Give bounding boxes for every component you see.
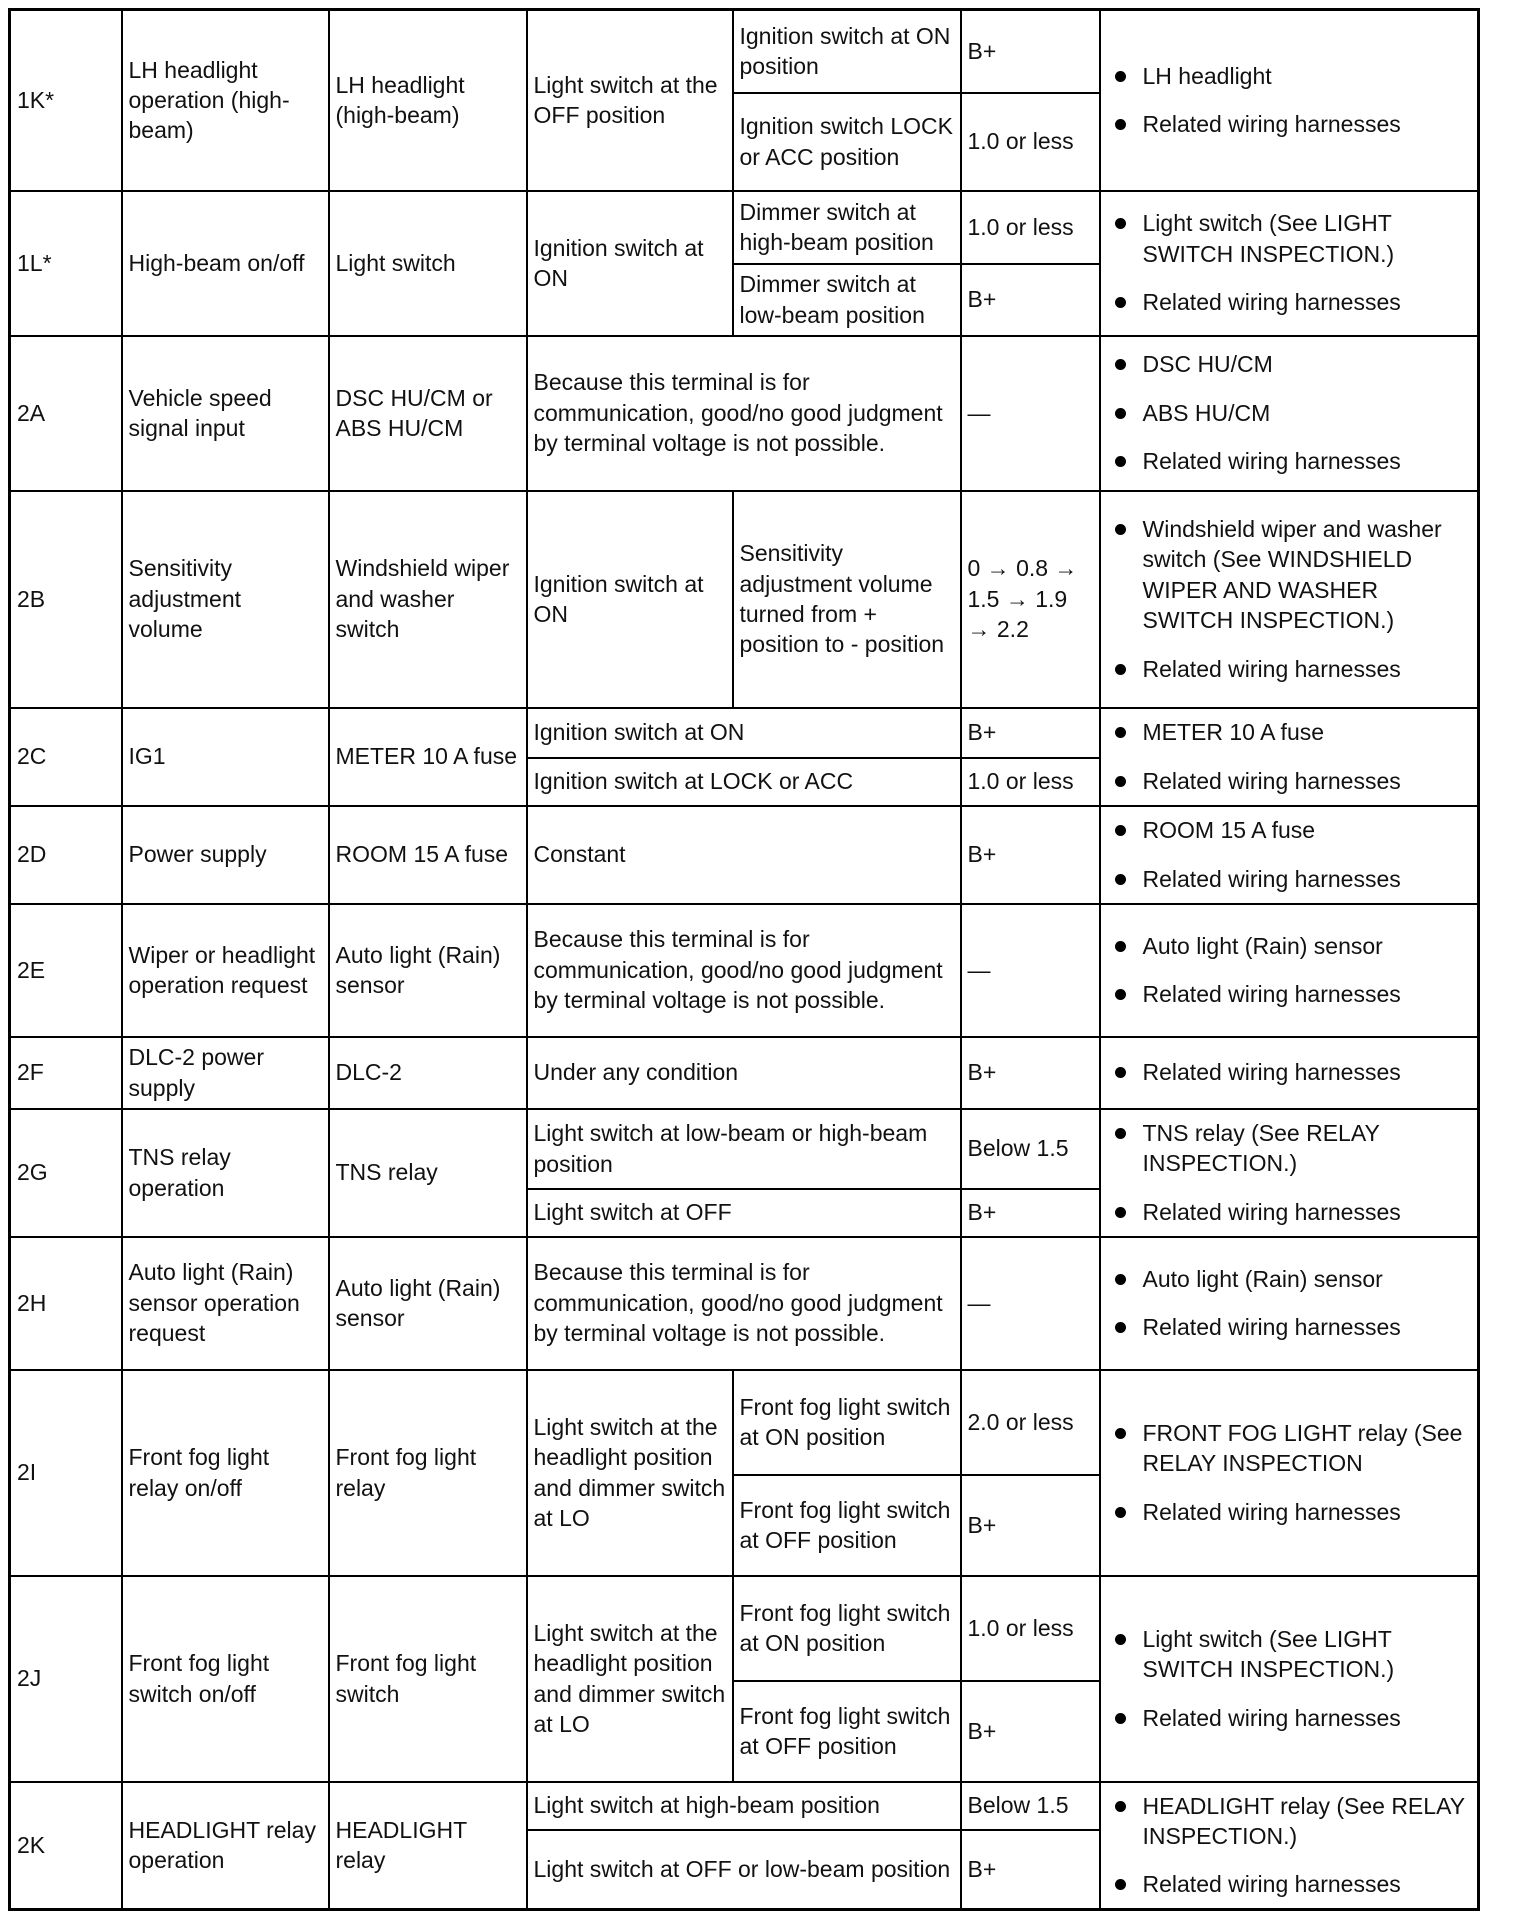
- inspection-cell: [1100, 1037, 1479, 1109]
- inspection-item: Related wiring harnesses: [1107, 446, 1472, 476]
- inspection-item: TNS relay (See RELAY INSPECTION.): [1107, 1118, 1472, 1179]
- inspection-item: Related wiring harnesses: [1107, 979, 1472, 1009]
- test-condition-cell: Light switch at the headlight position and dimmer switch at LO: [527, 1576, 733, 1782]
- terminal-inspection-table: [8, 8, 1480, 1911]
- inspection-item: Auto light (Rain) sensor: [1107, 931, 1472, 961]
- inspection-list: [1107, 208, 1472, 317]
- voltage-cell: B+: [961, 1037, 1100, 1109]
- inspection-list: [1107, 931, 1472, 1010]
- inspection-item: Related wiring harnesses: [1107, 1497, 1472, 1527]
- sub-condition-cell: Front fog light switch at ON position: [733, 1370, 961, 1475]
- signal-cell: High-beam on/off: [122, 191, 329, 336]
- inspection-item: Related wiring harnesses: [1107, 1869, 1472, 1899]
- inspection-cell: [1100, 336, 1479, 491]
- signal-cell: Sensitivity adjustment volume: [122, 491, 329, 708]
- voltage-cell: 2.0 or less: [961, 1370, 1100, 1475]
- signal-cell: Auto light (Rain) sensor operation request: [122, 1237, 329, 1370]
- sub-condition-cell: Front fog light switch at ON position: [733, 1576, 961, 1681]
- signal-cell: Wiper or headlight operation request: [122, 904, 329, 1037]
- inspection-list: [1107, 61, 1472, 140]
- voltage-cell: B+: [961, 1475, 1100, 1576]
- terminal-cell: 2D: [10, 806, 122, 904]
- sub-condition-cell: Front fog light switch at OFF position: [733, 1475, 961, 1576]
- inspection-cell: [1100, 708, 1479, 806]
- inspection-item: Related wiring harnesses: [1107, 766, 1472, 796]
- inspection-cell: [1100, 1109, 1479, 1237]
- terminal-cell: 2G: [10, 1109, 122, 1237]
- inspection-cell: [1100, 904, 1479, 1037]
- sub-condition-cell: Light switch at high-beam position: [527, 1782, 961, 1830]
- inspection-cell: [1100, 1370, 1479, 1576]
- signal-cell: Front fog light relay on/off: [122, 1370, 329, 1576]
- terminal-cell: 1K*: [10, 10, 122, 191]
- inspection-list: [1107, 349, 1472, 476]
- inspection-cell: [1100, 191, 1479, 336]
- voltage-cell: —: [961, 1237, 1100, 1370]
- connected-to-cell: Auto light (Rain) sensor: [329, 904, 527, 1037]
- test-condition-cell: Because this terminal is for communication, good/no good judgment by terminal voltage is not possible.: [527, 904, 961, 1037]
- terminal-cell: 2F: [10, 1037, 122, 1109]
- inspection-cell: [1100, 1237, 1479, 1370]
- voltage-cell: —: [961, 904, 1100, 1037]
- terminal-cell: 2E: [10, 904, 122, 1037]
- connected-to-cell: METER 10 A fuse: [329, 708, 527, 806]
- sub-condition-cell: Ignition switch at LOCK or ACC: [527, 758, 961, 806]
- inspection-list: [1107, 1624, 1472, 1733]
- test-condition-cell: Light switch at the headlight position and dimmer switch at LO: [527, 1370, 733, 1576]
- terminal-cell: 2B: [10, 491, 122, 708]
- inspection-item: Related wiring harnesses: [1107, 287, 1472, 317]
- connected-to-cell: LH headlight (high-beam): [329, 10, 527, 191]
- connected-to-cell: Front fog light switch: [329, 1576, 527, 1782]
- inspection-item: Related wiring harnesses: [1107, 864, 1472, 894]
- inspection-cell: [1100, 1782, 1479, 1910]
- connected-to-cell: HEADLIGHT relay: [329, 1782, 527, 1910]
- connected-to-cell: TNS relay: [329, 1109, 527, 1237]
- test-condition-cell: Constant: [527, 806, 961, 904]
- inspection-cell: [1100, 1576, 1479, 1782]
- inspection-item: Related wiring harnesses: [1107, 109, 1472, 139]
- terminal-cell: 2K: [10, 1782, 122, 1910]
- voltage-cell: 1.0 or less: [961, 758, 1100, 806]
- voltage-cell: B+: [961, 1830, 1100, 1910]
- connected-to-cell: DSC HU/CM or ABS HU/CM: [329, 336, 527, 491]
- voltage-cell: B+: [961, 806, 1100, 904]
- inspection-item: Related wiring harnesses: [1107, 1197, 1472, 1227]
- inspection-list: [1107, 717, 1472, 796]
- inspection-item: Related wiring harnesses: [1107, 654, 1472, 684]
- signal-cell: TNS relay operation: [122, 1109, 329, 1237]
- voltage-cell: B+: [961, 1189, 1100, 1237]
- sub-condition-cell: Ignition switch at ON position: [733, 10, 961, 93]
- inspection-list: [1107, 1057, 1472, 1087]
- inspection-item: Windshield wiper and washer switch (See WINDSHIELD WIPER AND WASHER SWITCH INSPECTION.): [1107, 514, 1472, 635]
- inspection-cell: [1100, 491, 1479, 708]
- voltage-cell: B+: [961, 708, 1100, 758]
- voltage-cell: B+: [961, 10, 1100, 93]
- signal-cell: DLC-2 power supply: [122, 1037, 329, 1109]
- voltage-cell: 1.0 or less: [961, 93, 1100, 191]
- inspection-item: DSC HU/CM: [1107, 349, 1472, 379]
- sub-condition-cell: Front fog light switch at OFF position: [733, 1681, 961, 1782]
- test-condition-cell: Ignition switch at ON: [527, 491, 733, 708]
- voltage-cell: 1.0 or less: [961, 1576, 1100, 1681]
- connected-to-cell: Windshield wiper and washer switch: [329, 491, 527, 708]
- signal-cell: Power supply: [122, 806, 329, 904]
- signal-cell: IG1: [122, 708, 329, 806]
- sub-condition-cell: Dimmer switch at low-beam position: [733, 264, 961, 336]
- signal-cell: HEADLIGHT relay operation: [122, 1782, 329, 1910]
- test-condition-cell: Because this terminal is for communication, good/no good judgment by terminal voltage is not possible.: [527, 1237, 961, 1370]
- inspection-item: ROOM 15 A fuse: [1107, 815, 1472, 845]
- inspection-item: METER 10 A fuse: [1107, 717, 1472, 747]
- signal-cell: Front fog light switch on/off: [122, 1576, 329, 1782]
- sub-condition-cell: Dimmer switch at high-beam position: [733, 191, 961, 264]
- sub-condition-cell: Light switch at low-beam or high-beam position: [527, 1109, 961, 1189]
- inspection-item: LH headlight: [1107, 61, 1472, 91]
- sub-condition-cell: Ignition switch at ON: [527, 708, 961, 758]
- inspection-list: [1107, 1791, 1472, 1900]
- voltage-cell: Below 1.5: [961, 1109, 1100, 1189]
- test-condition-cell: Light switch at the OFF position: [527, 10, 733, 191]
- connected-to-cell: DLC-2: [329, 1037, 527, 1109]
- voltage-cell: —: [961, 336, 1100, 491]
- voltage-cell: 0 → 0.8 → 1.5 → 1.9 → 2.2: [961, 491, 1100, 708]
- inspection-list: [1107, 815, 1472, 894]
- inspection-item: ABS HU/CM: [1107, 398, 1472, 428]
- connected-to-cell: Front fog light relay: [329, 1370, 527, 1576]
- inspection-list: [1107, 1118, 1472, 1227]
- sub-condition-cell: Ignition switch LOCK or ACC position: [733, 93, 961, 191]
- signal-cell: LH headlight operation (high-beam): [122, 10, 329, 191]
- connected-to-cell: Auto light (Rain) sensor: [329, 1237, 527, 1370]
- test-condition-cell: Ignition switch at ON: [527, 191, 733, 336]
- inspection-cell: [1100, 10, 1479, 191]
- inspection-item: Related wiring harnesses: [1107, 1703, 1472, 1733]
- voltage-cell: Below 1.5: [961, 1782, 1100, 1830]
- terminal-cell: 2A: [10, 336, 122, 491]
- inspection-item: Light switch (See LIGHT SWITCH INSPECTION.): [1107, 1624, 1472, 1685]
- connected-to-cell: ROOM 15 A fuse: [329, 806, 527, 904]
- terminal-cell: 2C: [10, 708, 122, 806]
- terminal-cell: 2I: [10, 1370, 122, 1576]
- sub-condition-cell: Sensitivity adjustment volume turned from + position to - position: [733, 491, 961, 708]
- inspection-item: HEADLIGHT relay (See RELAY INSPECTION.): [1107, 1791, 1472, 1852]
- test-condition-cell: Because this terminal is for communication, good/no good judgment by terminal voltage is not possible.: [527, 336, 961, 491]
- terminal-cell: 2H: [10, 1237, 122, 1370]
- inspection-list: [1107, 514, 1472, 684]
- inspection-item: Light switch (See LIGHT SWITCH INSPECTION.): [1107, 208, 1472, 269]
- voltage-cell: 1.0 or less: [961, 191, 1100, 264]
- voltage-cell: B+: [961, 1681, 1100, 1782]
- sub-condition-cell: Light switch at OFF: [527, 1189, 961, 1237]
- sub-condition-cell: Light switch at OFF or low-beam position: [527, 1830, 961, 1910]
- inspection-list: [1107, 1418, 1472, 1527]
- inspection-item: FRONT FOG LIGHT relay (See RELAY INSPECTION: [1107, 1418, 1472, 1479]
- terminal-cell: 1L*: [10, 191, 122, 336]
- inspection-item: Auto light (Rain) sensor: [1107, 1264, 1472, 1294]
- test-condition-cell: Under any condition: [527, 1037, 961, 1109]
- inspection-item: Related wiring harnesses: [1107, 1057, 1472, 1087]
- connected-to-cell: Light switch: [329, 191, 527, 336]
- signal-cell: Vehicle speed signal input: [122, 336, 329, 491]
- voltage-cell: B+: [961, 264, 1100, 336]
- inspection-cell: [1100, 806, 1479, 904]
- inspection-item: Related wiring harnesses: [1107, 1312, 1472, 1342]
- inspection-list: [1107, 1264, 1472, 1343]
- terminal-cell: 2J: [10, 1576, 122, 1782]
